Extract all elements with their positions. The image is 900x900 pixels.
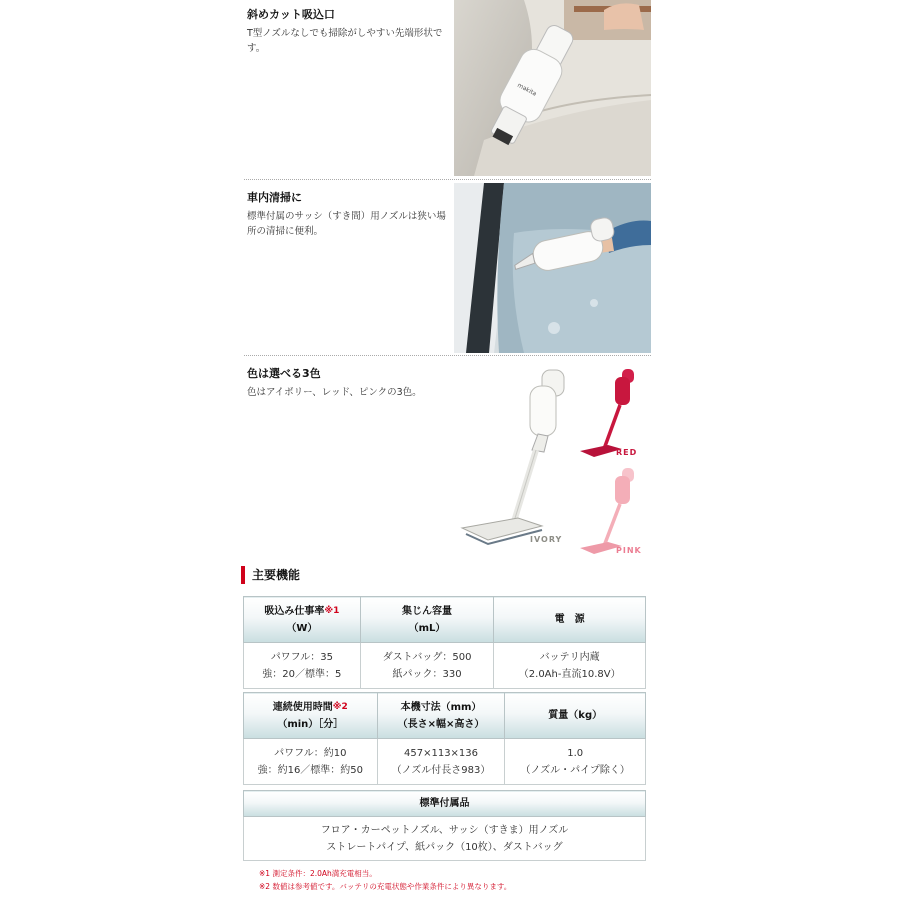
feature-description: 色はアイボリー、レッド、ピンクの3色。 <box>247 387 422 398</box>
cell-line: 強：20／標準：5 <box>262 668 342 680</box>
feature-angled-nozzle <box>244 0 651 176</box>
section-divider <box>244 355 651 356</box>
header-power-source <box>494 597 646 643</box>
cell-line: （2.0Ah-直流10.8V） <box>518 668 621 680</box>
feature-title: 車内清掃に <box>247 191 302 204</box>
cell-line: 457×113×136 <box>404 747 479 759</box>
header-unit: （mL） <box>408 622 446 634</box>
feature-title: 色は選べる3色 <box>247 367 321 380</box>
cell-weight <box>505 739 646 785</box>
product-pink-vacuum <box>578 466 638 558</box>
cell-suction-power <box>244 643 361 689</box>
table-header-row <box>244 597 646 643</box>
feature-car-cleaning <box>244 183 651 353</box>
cell-power-source <box>494 643 646 689</box>
color-label-ivory: IVORY <box>530 535 563 544</box>
cell-dimensions <box>377 739 505 785</box>
footnote-2: ※2 数値は参考値です。バッテリの充電状態や作業条件により異なります。 <box>259 882 512 891</box>
color-label-pink: PINK <box>616 546 642 555</box>
header-text: 集じん容量 <box>402 605 453 617</box>
cell-line: パワフル：35 <box>270 651 334 663</box>
color-label-red: RED <box>616 448 638 457</box>
cell-line: ストレートパイプ、紙パック（10枚）、ダストバッグ <box>326 841 563 853</box>
table-row <box>244 739 646 785</box>
header-dimensions <box>377 693 505 739</box>
cell-line: パワフル：約10 <box>274 747 347 759</box>
product-ivory-vacuum <box>458 368 568 548</box>
spec-table-1 <box>243 596 646 689</box>
footnote-1: ※1 測定条件：2.0Ah満充電相当。 <box>259 869 377 878</box>
feature-title: 斜めカット吸込口 <box>247 8 335 21</box>
footnote-mark: ※2 <box>332 701 348 712</box>
cell-line: バッテリ内蔵 <box>539 651 600 663</box>
section-title-main-features: 主要機能 <box>241 566 300 584</box>
cell-accessories <box>244 817 646 861</box>
header-text: 質量（kg） <box>548 710 603 721</box>
header-unit: （min）［分］ <box>277 718 344 730</box>
cell-line: （ノズル付長さ983） <box>391 764 491 776</box>
spec-table-2 <box>243 692 646 785</box>
cell-line: 強：約16／標準：約50 <box>257 764 364 776</box>
header-text: 本機寸法（mm） <box>400 701 482 713</box>
header-dust-capacity <box>360 597 494 643</box>
header-accessories: 標準付属品 <box>244 791 646 817</box>
cell-line: ダストバッグ：500 <box>382 651 472 663</box>
section-divider <box>244 179 651 180</box>
product-red-vacuum <box>578 367 638 461</box>
brand-logo: makita <box>516 81 538 98</box>
photo-sofa-cleaning <box>454 0 651 176</box>
table-row <box>244 643 646 689</box>
cell-line: 1.0 <box>567 747 584 759</box>
header-unit: （長さ×幅×高さ） <box>397 718 485 730</box>
table-header-row <box>244 693 646 739</box>
header-text: 吸込み仕事率 <box>264 605 325 617</box>
header-runtime <box>244 693 378 739</box>
header-weight <box>505 693 646 739</box>
header-text: 電 源 <box>554 614 585 625</box>
feature-description: 標準付属のサッシ（すき間）用ノズルは狭い場所の清掃に便利。 <box>247 211 446 237</box>
cell-runtime <box>244 739 378 785</box>
spec-table-accessories <box>243 790 646 861</box>
table-row <box>244 817 646 861</box>
table-header-row <box>244 791 646 817</box>
header-unit: （W） <box>286 622 318 634</box>
cell-dust-capacity <box>360 643 494 689</box>
header-suction-power <box>244 597 361 643</box>
feature-description: T型ノズルなしでも掃除がしやすい先端形状です。 <box>247 28 443 54</box>
footnote-mark: ※1 <box>324 605 340 616</box>
header-text: 連続使用時間 <box>272 701 333 713</box>
photo-car-trunk <box>454 183 651 353</box>
cell-line: フロア・カーペットノズル、サッシ（すきま）用ノズル <box>320 824 569 836</box>
cell-line: 紙パック：330 <box>392 668 462 680</box>
cell-line: （ノズル・パイプ除く） <box>520 764 630 776</box>
